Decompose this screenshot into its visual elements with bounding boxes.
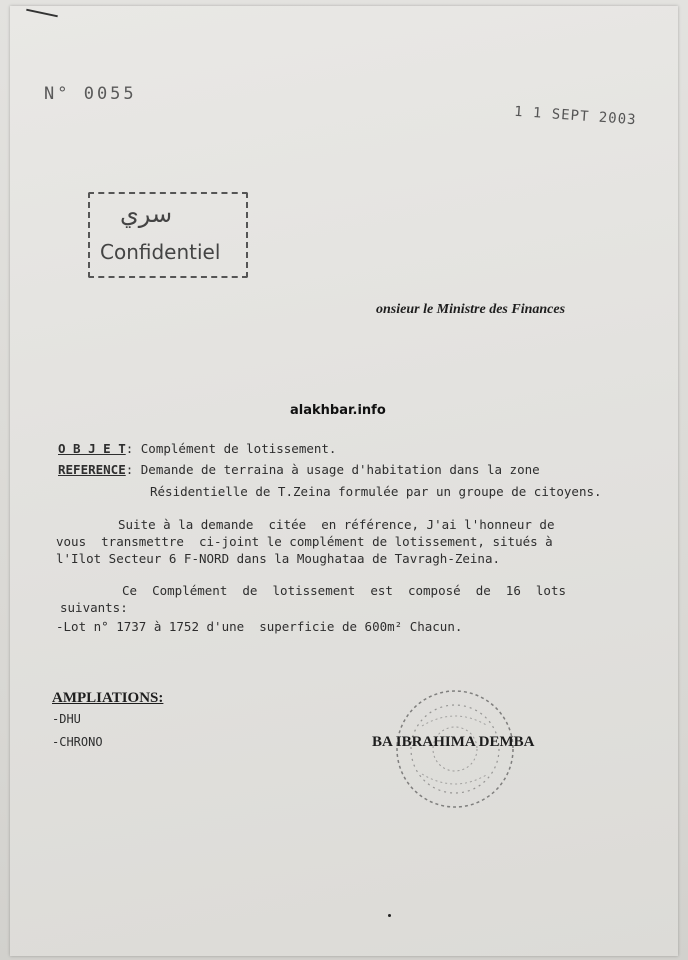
confidential-stamp <box>88 192 248 278</box>
paragraph-1-line-1: Suite à la demande citée en référence, J'ai l'honneur de <box>118 517 555 532</box>
watermark: alakhbar.info <box>290 403 386 418</box>
confidential-stamp-arabic: سري <box>120 200 173 228</box>
paragraph-2-line-1: Ce Complément de lotissement est composé de 16 lots <box>122 583 567 598</box>
reference-line-1 <box>58 462 540 477</box>
date-stamp: 1 1 SEPT 2003 <box>513 103 637 129</box>
paragraph-1-line-2: vous transmettre ci-joint le complément de lotissement, situés à <box>56 534 553 549</box>
addressee: onsieur le Ministre des Finances <box>376 302 566 317</box>
confidential-stamp-french: Confidentiel <box>100 240 221 264</box>
reference-label: REFERENCE <box>58 462 126 477</box>
objet-line <box>58 441 336 456</box>
paragraph-2-line-3: -Lot n° 1737 à 1752 d'une superficie de 600m² Chacun. <box>56 619 463 634</box>
paragraph-1-line-3: l'Ilot Secteur 6 F-NORD dans la Moughataa de Tavragh-Zeina. <box>56 551 501 566</box>
document-sheet <box>10 6 678 956</box>
objet-label: O B J E T <box>58 441 126 456</box>
ampliation-item: -CHRONO <box>52 735 103 749</box>
ink-dot <box>388 914 391 917</box>
paragraph-2-line-2: suivants: <box>60 600 128 615</box>
reference-text-1: : Demande de terraina à usage d'habitation dans la zone <box>125 462 540 477</box>
objet-text: : Complément de lotissement. <box>125 441 337 456</box>
ampliations-title: AMPLIATIONS: <box>52 690 164 706</box>
reference-number: N° 0055 <box>44 84 137 104</box>
reference-line-2: Résidentielle de T.Zeina formulée par un groupe de citoyens. <box>150 484 602 499</box>
ampliation-item: -DHU <box>52 712 81 726</box>
signatory-name: BA IBRAHIMA DEMBA <box>372 734 535 750</box>
